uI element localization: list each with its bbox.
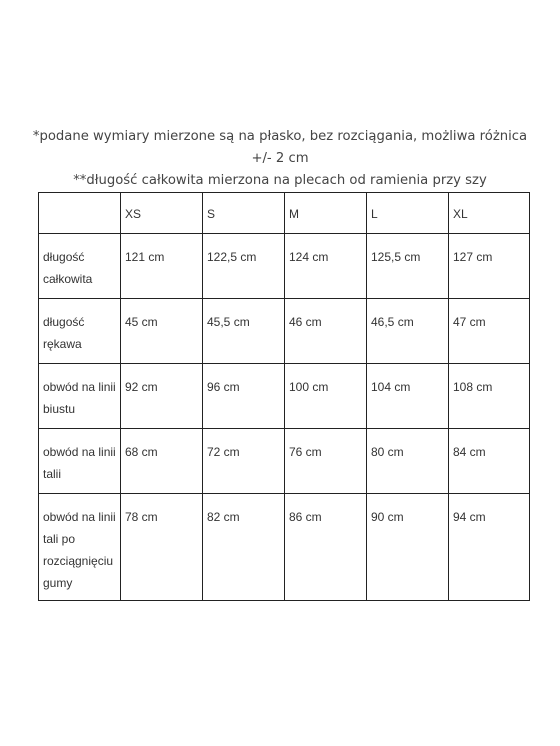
header-cell-xs: XS: [121, 193, 203, 234]
table-cell: 46,5 cm: [367, 299, 449, 364]
table-cell: 76 cm: [285, 429, 367, 494]
table-row-total-length: [39, 234, 530, 299]
note-total-length: **długość całkowita mierzona na plecach od ramienia przy szy: [73, 173, 487, 188]
table-cell: 86 cm: [285, 494, 367, 601]
table-cell: 47 cm: [449, 299, 530, 364]
table-cell: 45 cm: [121, 299, 203, 364]
table-cell: 68 cm: [121, 429, 203, 494]
table-cell: 122,5 cm: [203, 234, 285, 299]
table-cell: 80 cm: [367, 429, 449, 494]
row-label: obwód na linii tali po rozciągnięciu gumy: [39, 494, 121, 601]
table-cell: 45,5 cm: [203, 299, 285, 364]
table-row-waist-stretched: [39, 494, 530, 601]
table-cell: 124 cm: [285, 234, 367, 299]
table-row-bust: [39, 364, 530, 429]
table-cell: 96 cm: [203, 364, 285, 429]
header-cell-s: S: [203, 193, 285, 234]
size-chart-table: [38, 192, 530, 601]
table-cell: 125,5 cm: [367, 234, 449, 299]
table-cell: 121 cm: [121, 234, 203, 299]
row-label: długość rękawa: [39, 299, 121, 364]
table-cell: 78 cm: [121, 494, 203, 601]
measurement-notes: [30, 126, 530, 192]
row-label: długość całkowita: [39, 234, 121, 299]
header-cell-empty: [39, 193, 121, 234]
row-label: obwód na linii biustu: [39, 364, 121, 429]
table-cell: 100 cm: [285, 364, 367, 429]
table-header-row: [39, 193, 530, 234]
row-label: obwód na linii talii: [39, 429, 121, 494]
table-cell: 127 cm: [449, 234, 530, 299]
table-cell: 92 cm: [121, 364, 203, 429]
header-cell-l: L: [367, 193, 449, 234]
table-cell: 72 cm: [203, 429, 285, 494]
table-cell: 108 cm: [449, 364, 530, 429]
note-flat-measurement: *podane wymiary mierzone są na płasko, bez rozciągania, możliwa różnica +/- 2 cm: [32, 129, 528, 166]
table-cell: 84 cm: [449, 429, 530, 494]
table-row-waist: [39, 429, 530, 494]
table-cell: 82 cm: [203, 494, 285, 601]
table-row-sleeve-length: [39, 299, 530, 364]
table-cell: 90 cm: [367, 494, 449, 601]
table-cell: 46 cm: [285, 299, 367, 364]
header-cell-m: M: [285, 193, 367, 234]
header-cell-xl: XL: [449, 193, 530, 234]
table-cell: 104 cm: [367, 364, 449, 429]
table-cell: 94 cm: [449, 494, 530, 601]
